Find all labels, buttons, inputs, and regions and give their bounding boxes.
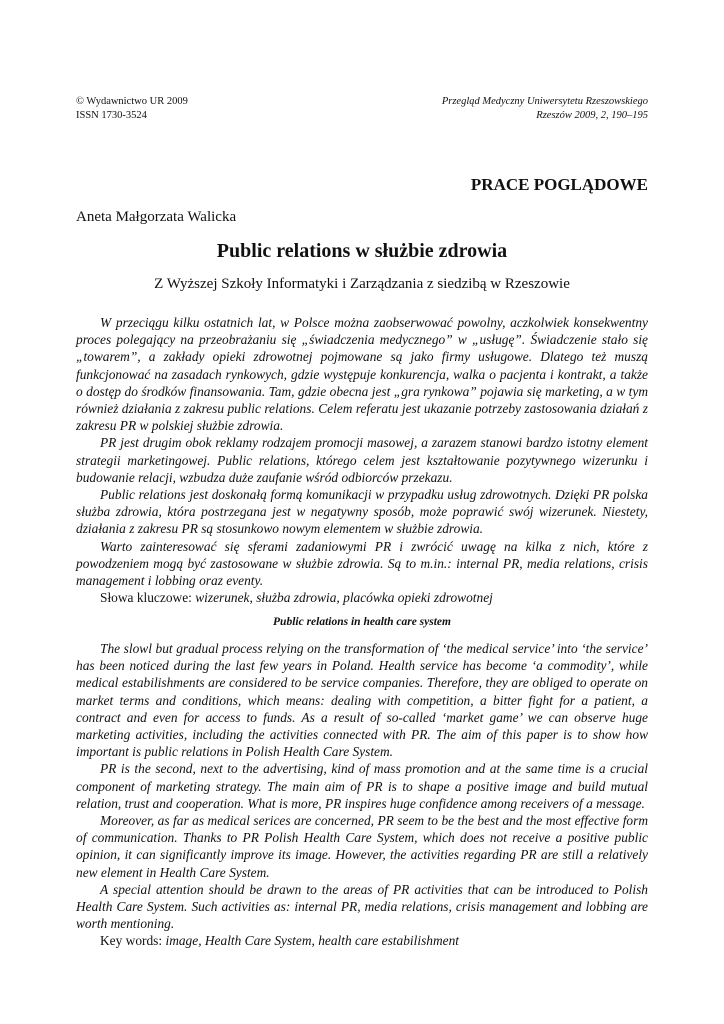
header-right xyxy=(442,95,648,123)
keywords-pl-label: Słowa kluczowe: xyxy=(100,590,196,606)
abstract-en-paragraph: PR is the second, next to the advertising, kind of mass promotion and at the same time is a crucial component of marketing strategy. The main aim of PR is to shape a positive image and build mutual relation, trust and cooperation. What is more, PR inspires huge confidence among receivers of a message. xyxy=(76,761,648,811)
abstract-en-paragraph: A special attention should be drawn to the areas of PR activities that can be introduced to Polish Health Care System. Such activities as: internal PR, media relations, crisis management and lobbing are worth mentioning. xyxy=(76,881,648,932)
keywords-en-values: image, Health Care System, health care estabilishment xyxy=(165,933,460,949)
article-title: Public relations w służbie zdrowia xyxy=(216,240,508,262)
affiliation: Z Wyższej Szkoły Informatyki i Zarządzania z siedzibą w Rzeszowie xyxy=(154,276,570,292)
keywords-pl-values: wizerunek, służba zdrowia, placówka opieki zdrowotnej xyxy=(195,590,493,606)
author-name: Aneta Małgorzata Walicka xyxy=(76,209,237,225)
abstract-pl-paragraph: PR jest drugim obok reklamy rodzajem promocji masowej, a zarazem stanowi bardzo istotny element strategii marketingowej. Public relations, którego celem jest kształtowanie pozytywnego wizerunku i budowanie relacji, wzbudza duże zaufanie wśród odbiorców przekazu. xyxy=(76,435,648,485)
keywords-en xyxy=(76,932,648,949)
abstract-polish xyxy=(76,314,648,606)
keywords-pl xyxy=(76,589,648,606)
abstract-pl-paragraph: W przeciągu kilku ostatnich lat, w Polsce można zaobserwować powolny, aczkolwiek konsekwentny proces polegający na przeobrażaniu się „świadczenia medycznego” w „usługę”. Świadczenie stało się „towarem”, a zakłady opieki zdrowotnej pojmowane są jako firmy usługowe. Dlatego też muszą funkcjonować na zasadach rynkowych, gdzie występuje konkurencja, walka o pacjenta i kontrakt, a także o dostęp do środków finansowania. Tam, gdzie obecna jest „gra rynkowa” pojawia się marketing, a w tym również działania z zakresu public relations. Celem referatu jest ukazanie potrzeby zastosowania działań z zakresu PR w polskiej służbie zdrowia. xyxy=(76,315,648,434)
journal-name: Przegląd Medyczny Uniwersytetu Rzeszowskiego xyxy=(441,96,648,107)
abstract-english xyxy=(76,640,648,950)
issn-line: ISSN 1730-3524 xyxy=(76,110,147,121)
abstract-en-title: Public relations in health care system xyxy=(273,616,451,628)
issue-info: Rzeszów 2009, 2, 190–195 xyxy=(536,110,648,121)
abstract-en-paragraph: The slowl but gradual process relying on the transformation of ‘the medical service’ into ‘the service’ has been noticed during the last few years in Poland. Health service has become ‘a commodity’, while medical estabilishments are considered to be service companies. Therefore, they are obliged to operate on market terms and conditions, which means: dealing with competition, a bitter fight for a patient, a contract and even for access to funds. As a result of so-called ‘market game’ we can observe huge marketing activities, including the activities connected with PR. The aim of this paper is to show how important is public relations in Polish Health Care System. xyxy=(76,641,648,760)
header-left xyxy=(76,95,188,123)
abstract-pl-paragraph: Public relations jest doskonałą formą komunikacji w przypadku usług zdrowotnych. Dzięki PR polska służba zdrowia, która postrzegana jest w negatywny sposób, może poprawić swój wizerunek. Niestety, działania z zakresu PR są stosunkowo nowym elementem w służbie zdrowia. xyxy=(76,487,648,537)
abstract-pl-paragraph: Warto zainteresować się sferami zadaniowymi PR i zwrócić uwagę na kilka z nich, które z powodzeniem mogą być zastosowane w służbie zdrowia. Są to m.in.: internal PR, media relations, crisis management i lobbing oraz eventy. xyxy=(76,538,648,589)
keywords-en-label: Key words: xyxy=(100,933,166,949)
abstract-en-paragraph: Moreover, as far as medical serices are concerned, PR seem to be the best and the most effective form of communication. Thanks to PR Polish Health Care System, which does not receive a positive public opinion, it can significantly improve its image. However, the activities regarding PR are still a relatively new element in Health Care System. xyxy=(76,813,648,880)
publisher-line: © Wydawnictwo UR 2009 xyxy=(76,96,188,107)
section-type: PRACE POGLĄDOWE xyxy=(470,175,648,194)
